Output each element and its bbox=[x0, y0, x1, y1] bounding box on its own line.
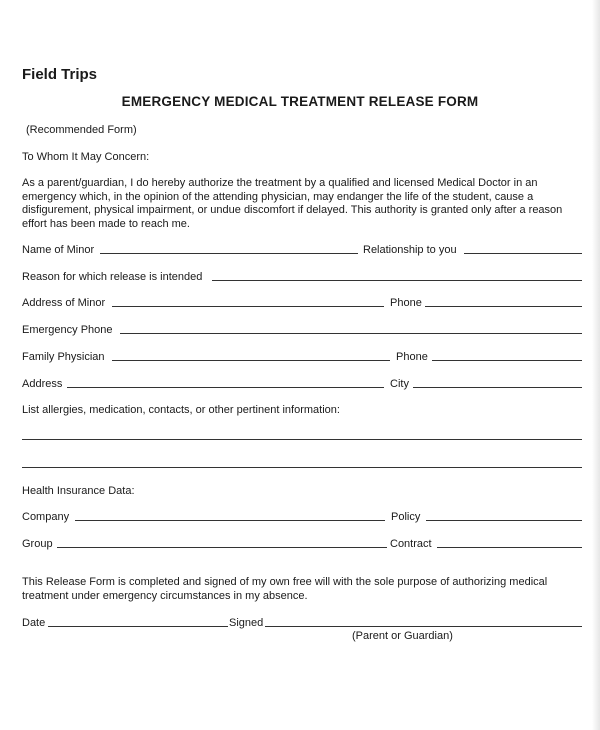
group-field[interactable] bbox=[57, 547, 387, 548]
phone-label: Phone bbox=[390, 297, 422, 309]
address-label: Address bbox=[22, 378, 63, 390]
section-label: Field Trips bbox=[22, 66, 98, 83]
city-label: City bbox=[390, 378, 409, 390]
signer-caption: (Parent or Guardian) bbox=[352, 630, 453, 642]
allergies-line-1[interactable] bbox=[22, 439, 582, 440]
address-of-minor-label: Address of Minor bbox=[22, 297, 106, 309]
family-physician-label: Family Physician bbox=[22, 351, 105, 363]
salutation: To Whom It May Concern: bbox=[22, 151, 150, 163]
name-of-minor-label: Name of Minor bbox=[22, 244, 95, 256]
company-label: Company bbox=[22, 511, 70, 523]
contract-label: Contract bbox=[390, 538, 432, 550]
form-title: EMERGENCY MEDICAL TREATMENT RELEASE FORM bbox=[121, 94, 479, 109]
allergies-line-2[interactable] bbox=[22, 467, 582, 468]
date-field[interactable] bbox=[48, 626, 228, 627]
signed-label: Signed bbox=[229, 617, 264, 629]
name-of-minor-field[interactable] bbox=[100, 253, 358, 254]
signature-field[interactable] bbox=[265, 626, 582, 627]
address-field[interactable] bbox=[67, 387, 384, 388]
relationship-label: Relationship to you bbox=[363, 244, 457, 256]
release-statement: This Release Form is completed and signed of my own free will with the sole purpose of authorizing medical treatment under emergency circumstances in my absence. bbox=[22, 576, 548, 602]
recommended-note: (Recommended Form) bbox=[26, 124, 137, 136]
allergies-label: List allergies, medication, contacts, or other pertinent information: bbox=[22, 404, 340, 416]
contract-field[interactable] bbox=[437, 547, 582, 548]
physician-phone-label: Phone bbox=[396, 351, 428, 363]
emergency-phone-label: Emergency Phone bbox=[22, 324, 113, 336]
relationship-field[interactable] bbox=[464, 253, 582, 254]
group-label: Group bbox=[22, 538, 53, 550]
city-field[interactable] bbox=[413, 387, 582, 388]
physician-phone-field[interactable] bbox=[432, 360, 582, 361]
family-physician-field[interactable] bbox=[112, 360, 390, 361]
phone-field[interactable] bbox=[425, 306, 582, 307]
policy-field[interactable] bbox=[426, 520, 582, 521]
policy-label: Policy bbox=[391, 511, 421, 523]
emergency-phone-field[interactable] bbox=[120, 333, 582, 334]
reason-label: Reason for which release is intended bbox=[22, 271, 203, 283]
authorization-paragraph: As a parent/guardian, I do hereby authorize the treatment by a qualified and licensed Medical Doctor in an emergency which, in the opinion of the attending physician, may endanger the life of the student, cause a disfigurement, physical impairment, or undue discomfort if delayed. This authority is granted only after a reason effort has been made to reach me. bbox=[22, 177, 563, 230]
reason-field[interactable] bbox=[212, 280, 582, 281]
address-of-minor-field[interactable] bbox=[112, 306, 384, 307]
page-edge-shadow bbox=[592, 0, 600, 730]
insurance-heading: Health Insurance Data: bbox=[22, 485, 135, 497]
company-field[interactable] bbox=[75, 520, 385, 521]
date-label: Date bbox=[22, 617, 46, 629]
